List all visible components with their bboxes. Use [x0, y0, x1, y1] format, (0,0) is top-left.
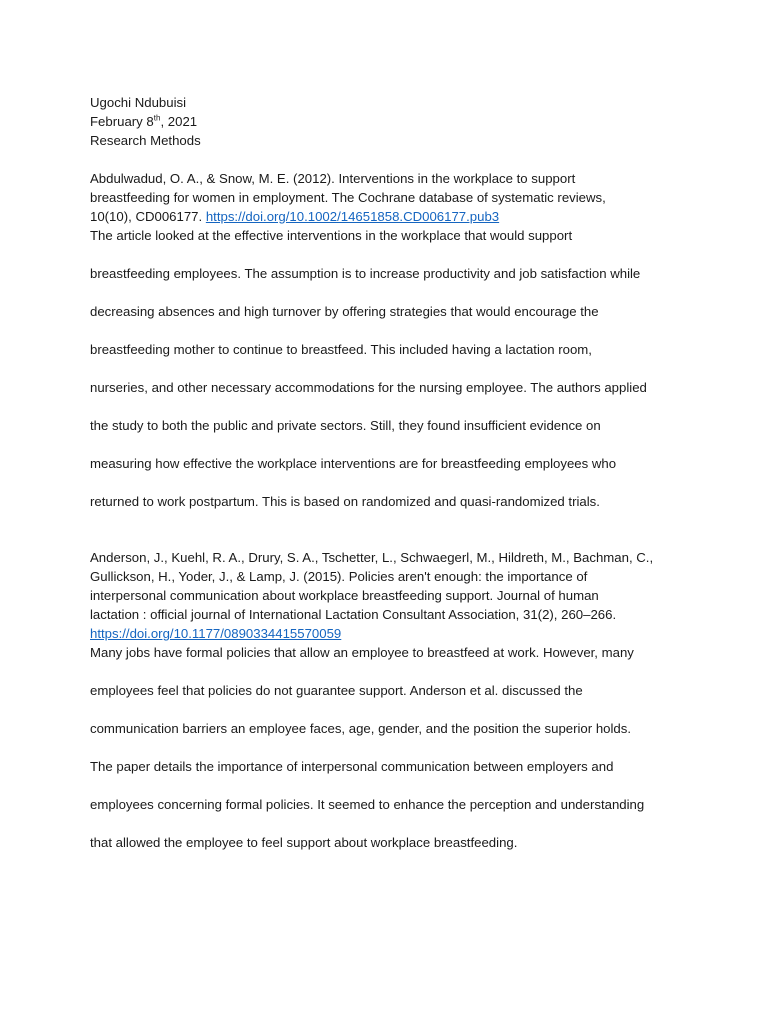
- summary-2-line-4: The paper details the importance of interpersonal communication between employers and: [90, 759, 614, 774]
- summary-2-line-3: communication barriers an employee faces, age, gender, and the position the superior holds.: [90, 721, 632, 736]
- summary-1-line-4: breastfeeding mother to continue to breastfeed. This included having a lactation room,: [90, 342, 592, 357]
- date-line: [90, 114, 197, 130]
- citation-1-line-1: Abdulwadud, O. A., & Snow, M. E. (2012). Interventions in the workplace to support: [90, 171, 576, 186]
- summary-1-line-5: nurseries, and other necessary accommodations for the nursing employee. The authors applied: [90, 380, 647, 395]
- summary-1-line-6: the study to both the public and private sectors. Still, they found insufficient evidence on: [90, 418, 601, 433]
- course-title: Research Methods: [90, 133, 201, 148]
- summary-2-line-2: employees feel that policies do not guarantee support. Anderson et al. discussed the: [90, 683, 583, 698]
- summary-2-line-1: Many jobs have formal policies that allow an employee to breastfeed at work. However, many: [90, 645, 634, 660]
- summary-1-line-8: returned to work postpartum. This is based on randomized and quasi-randomized trials.: [90, 494, 600, 509]
- citation-1-prefix: 10(10), CD006177.: [90, 209, 206, 224]
- date-year: , 2021: [160, 114, 198, 129]
- citation-2-line-5: [90, 626, 341, 642]
- summary-2-line-5: employees concerning formal policies. It seemed to enhance the perception and understanding: [90, 797, 645, 812]
- doi-link-2[interactable]: https://doi.org/10.1177/0890334415570059: [90, 626, 342, 641]
- summary-1-line-2: breastfeeding employees. The assumption is to increase productivity and job satisfaction while: [90, 266, 641, 281]
- citation-2-line-2: Gullickson, H., Yoder, J., & Lamp, J. (2015). Policies aren't enough: the importance of: [90, 569, 588, 584]
- author-name: Ugochi Ndubuisi: [90, 95, 187, 110]
- citation-1-line-3: [90, 209, 499, 225]
- citation-2-line-1: Anderson, J., Kuehl, R. A., Drury, S. A., Tschetter, L., Schwaegerl, M., Hildreth, M., Bachman, C.,: [90, 550, 654, 565]
- doi-link-1[interactable]: https://doi.org/10.1002/14651858.CD006177.pub3: [205, 209, 500, 224]
- citation-1-line-2: breastfeeding for women in employment. The Cochrane database of systematic reviews,: [90, 190, 606, 205]
- date-text: February 8: [90, 114, 154, 129]
- summary-1-line-1: The article looked at the effective interventions in the workplace that would support: [90, 228, 573, 243]
- citation-2-line-4: lactation : official journal of International Lactation Consultant Association, 31(2), 260–266.: [90, 607, 617, 622]
- citation-2-line-3: interpersonal communication about workplace breastfeeding support. Journal of human: [90, 588, 599, 603]
- summary-1-line-7: measuring how effective the workplace interventions are for breastfeeding employees who: [90, 456, 617, 471]
- date-superscript: th: [153, 113, 161, 123]
- summary-1-line-3: decreasing absences and high turnover by offering strategies that would encourage the: [90, 304, 599, 319]
- summary-2-line-6: that allowed the employee to feel support about workplace breastfeeding.: [90, 835, 518, 850]
